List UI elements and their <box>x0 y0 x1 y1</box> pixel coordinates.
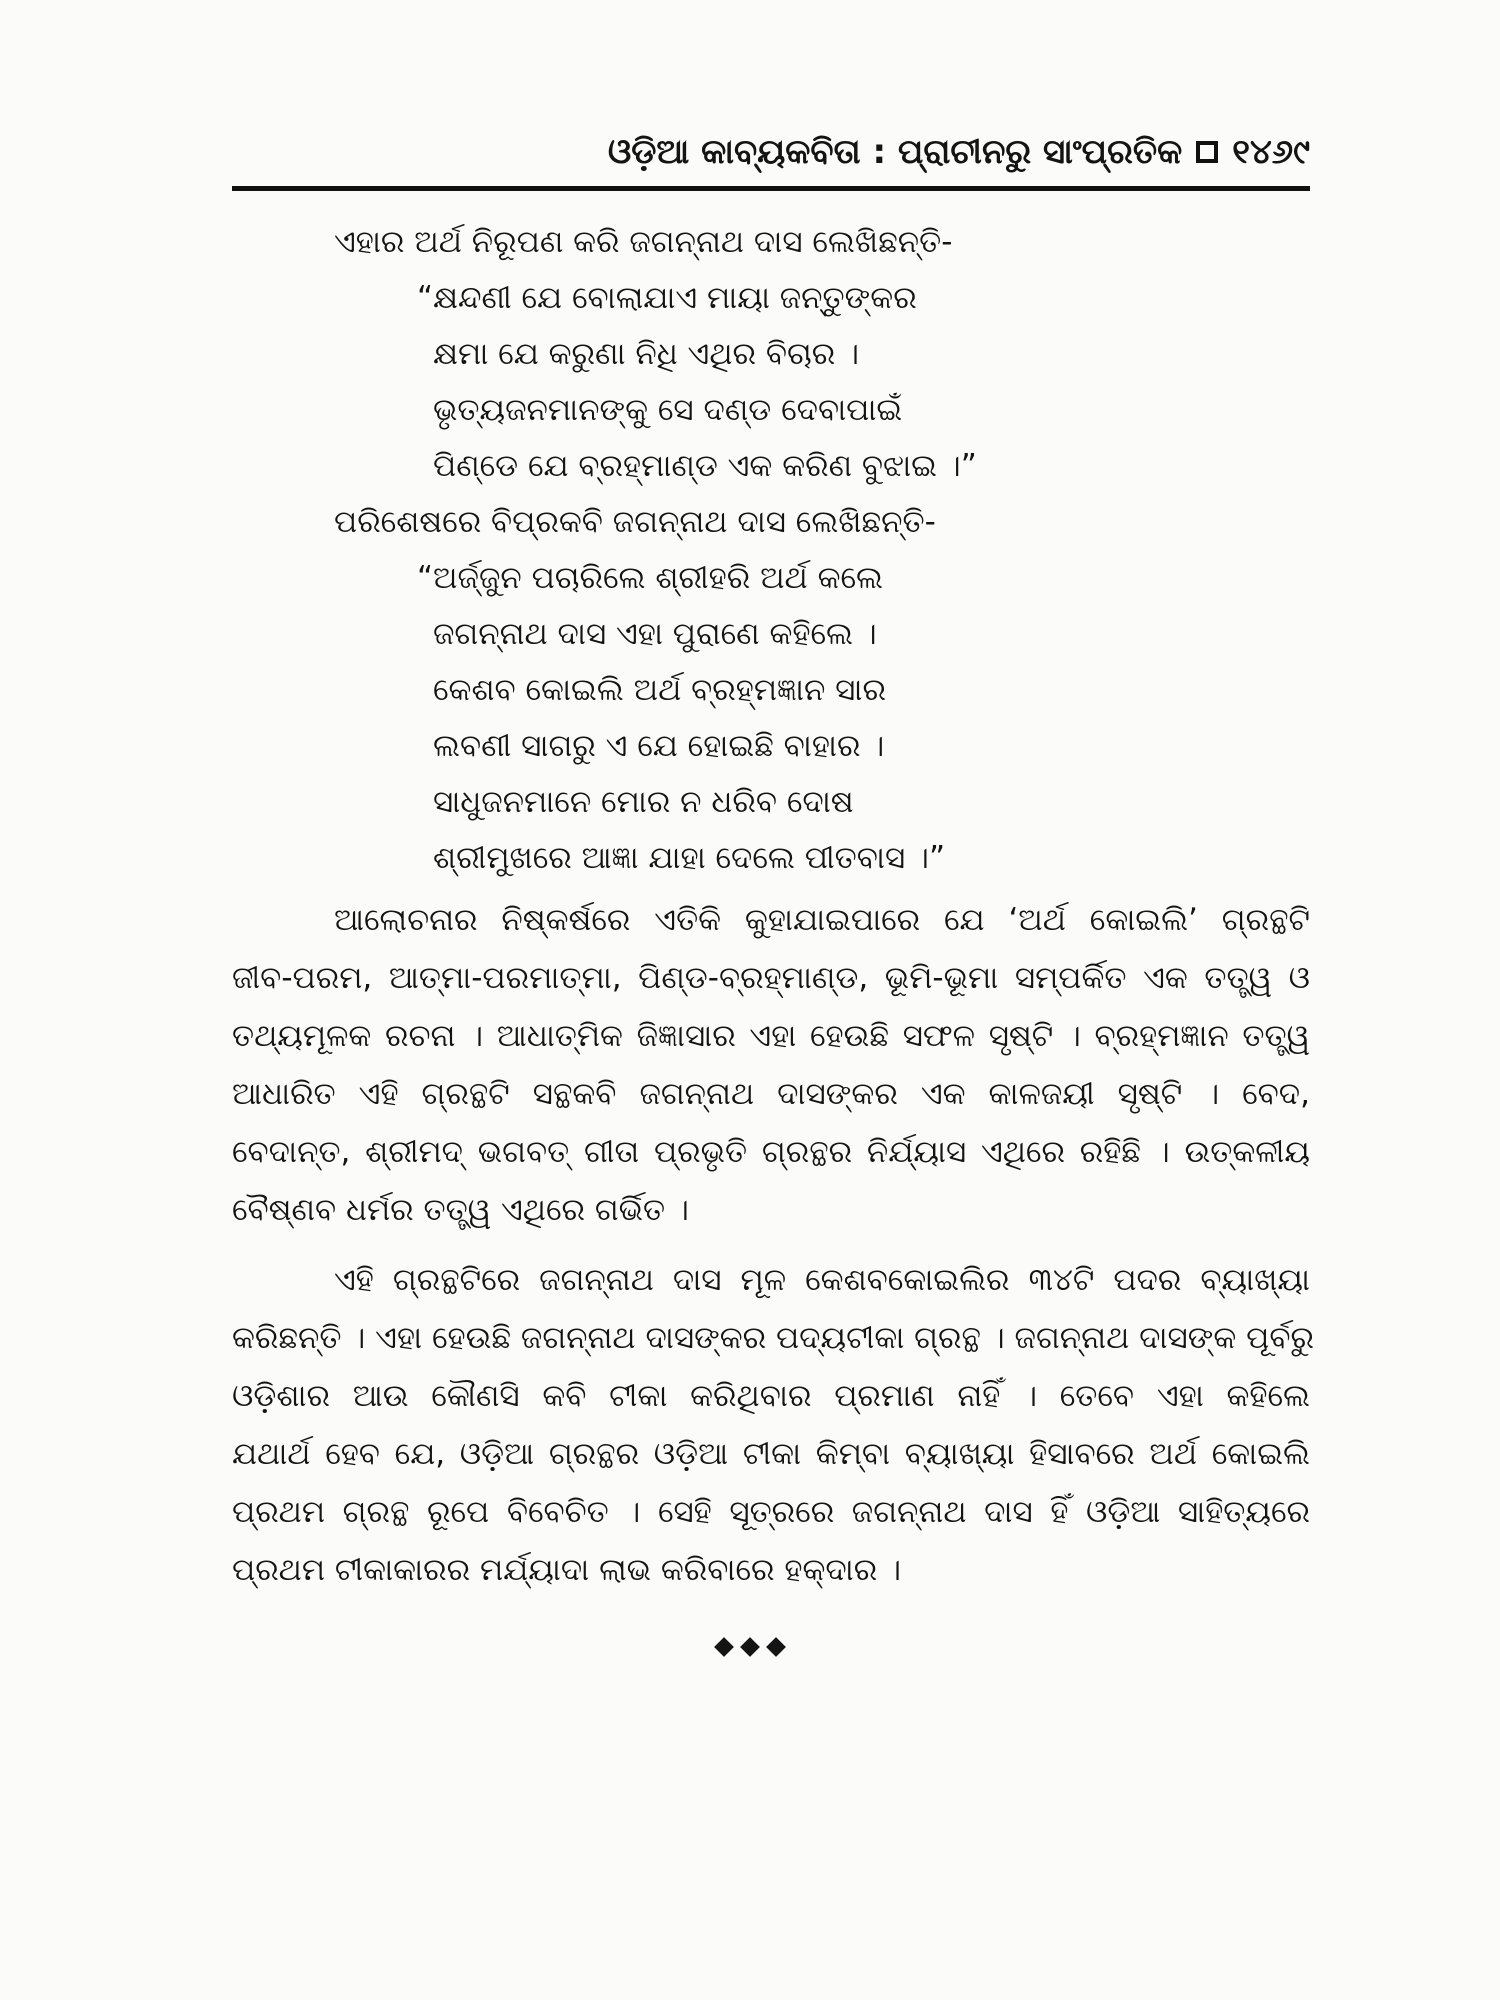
paragraph-line: ବେଦାନ୍ତ, ଶ୍ରୀମଦ୍ ଭଗବତ୍ ଗୀତା ପ୍ରଭୃତି ଗ୍ରନ୍ଥର ନିର୍ଯ୍ୟାସ ଏଥିରେ ରହିଛି । ଉତ୍କଳୀୟ <box>232 1134 1310 1170</box>
paragraph-line: ଆଧାରିତ ଏହି ଗ୍ରନ୍ଥଟି ସନ୍ଥକବି ଜଗନ୍ନାଥ ଦାସଙ୍କର ଏକ କାଳଜୟୀ ସୃଷ୍ଟି । ବେଦ, <box>232 1076 1310 1112</box>
paragraph-line: ଓଡ଼ିଶାର ଆଉ କୌଣସି କବି ଟୀକା କରିଥିବାର ପ୍ରମାଣ ନାହିଁ । ତେବେ ଏହା କହିଲେ <box>232 1378 1310 1414</box>
section-end-ornament <box>690 1632 810 1662</box>
header-rule <box>232 186 1310 191</box>
intro-line: ପରିଶେଷରେ ବିପ୍ରକବି ଜଗନ୍ନାଥ ଦାସ ଲେଖିଛନ୍ତି- <box>334 504 936 540</box>
paragraph-line: ବୈଷ୍ଣବ ଧର୍ମର ତତ୍ତ୍ୱ ଏଥିରେ ଗର୍ଭିତ । <box>232 1192 689 1228</box>
paragraph-line: ଆଲୋଚନାର ନିଷ୍କର୍ଷରେ ଏତିକି କୁହାଯାଇପାରେ ଯେ ‘ଅର୍ଥ କୋଇଲି’ ଗ୍ରନ୍ଥଟି <box>334 902 1310 938</box>
paragraph-line: ଯଥାର୍ଥ ହେବ ଯେ, ଓଡ଼ିଆ ଗ୍ରନ୍ଥର ଓଡ଼ିଆ ଟୀକା କିମ୍ବା ବ୍ୟାଖ୍ୟା ହିସାବରେ ଅର୍ଥ କୋଇଲି <box>232 1436 1310 1472</box>
verse-line: ଲବଣୀ ସାଗରୁ ଏ ଯେ ହୋଇଛି ବାହାର । <box>433 728 885 764</box>
paragraph-line: ତଥ୍ୟମୂଳକ ରଚନା । ଆଧାତ୍ମିକ ଜିଜ୍ଞାସାର ଏହା ହେଉଛି ସଫଳ ସୃଷ୍ଟି । ବ୍ରହ୍ମଜ୍ଞାନ ତତ୍ତ୍ୱ <box>232 1018 1310 1054</box>
verse-line: “କ୍ଷନ୍ଦଣୀ ଯେ ବୋଲାଯାଏ ମାୟା ଜନ୍ତୁଙ୍କର <box>417 280 917 316</box>
verse-line: ସାଧୁଜନମାନେ ମୋର ନ ଧରିବ ଦୋଷ <box>433 784 854 820</box>
paragraph-line: ଜୀବ-ପରମ, ଆତ୍ମା-ପରମାତ୍ମା, ପିଣ୍ଡ-ବ୍ରହ୍ମାଣ୍ଡ, ଭୂମି-ଭୂମା ସମ୍ପର୍କିତ ଏକ ତତ୍ତ୍ୱ ଓ <box>232 960 1310 996</box>
diamond-icon <box>766 1637 786 1657</box>
diamond-icon <box>714 1637 734 1657</box>
verse-line: ପିଣ୍ଡେ ଯେ ବ୍ରହ୍ମାଣ୍ଡ ଏକ କରିଣ ବୁଝାଇ ।” <box>433 448 977 484</box>
verse-line: କ୍ଷମା ଯେ କରୁଣା ନିଧି ଏଥିର ବିଚାର । <box>433 336 860 372</box>
paragraph-line: ଏହି ଗ୍ରନ୍ଥଟିରେ ଜଗନ୍ନାଥ ଦାସ ମୂଳ କେଶବକୋଇଲିର ୩୪ଟି ପଦର ବ୍ୟାଖ୍ୟା <box>334 1262 1310 1298</box>
paragraph-line: କରିଛନ୍ତି । ଏହା ହେଉଛି ଜଗନ୍ନାଥ ଦାସଙ୍କର ପଦ୍ୟଟୀକା ଗ୍ରନ୍ଥ । ଜଗନ୍ନାଥ ଦାସଙ୍କ ପୂର୍ବରୁ <box>232 1320 1314 1356</box>
diamond-icon <box>740 1637 760 1657</box>
header-title: ଓଡ଼ିଆ କାବ୍ୟକବିତା : ପ୍ରାଚୀନରୁ ସାଂପ୍ରତିକ <box>607 132 1183 172</box>
verse-line: ଶ୍ରୀମୁଖରେ ଆଜ୍ଞା ଯାହା ଦେଲେ ପୀତବାସ ।” <box>433 840 946 876</box>
square-separator-icon <box>1196 141 1218 163</box>
verse-line: କେଶବ କୋଇଲି ଅର୍ଥ ବ୍ରହ୍ମଜ୍ଞାନ ସାର <box>433 672 886 708</box>
page-number: ୧୪୬୯ <box>1232 132 1310 172</box>
intro-line: ଏହାର ଅର୍ଥ ନିରୂପଣ କରି ଜଗନ୍ନାଥ ଦାସ ଲେଖିଛନ୍ତି- <box>334 224 953 260</box>
verse-line: ଜଗନ୍ନାଥ ଦାସ ଏହା ପୁରାଣେ କହିଲେ । <box>433 616 877 652</box>
verse-line: “ଅର୍ଜ୍ଜୁନ ପଚାରିଲେ ଶ୍ରୀହରି ଅର୍ଥ କଲେ <box>417 560 883 596</box>
running-header <box>232 128 1310 176</box>
paragraph-line: ପ୍ରଥମ ଟୀକାକାରର ମର୍ଯ୍ୟାଦା ଲାଭ କରିବାରେ ହକ୍‌ଦାର । <box>232 1552 902 1588</box>
paragraph-line: ପ୍ରଥମ ଗ୍ରନ୍ଥ ରୂପେ ବିବେଚିତ । ସେହି ସୂତ୍ରରେ ଜଗନ୍ନାଥ ଦାସ ହିଁ ଓଡ଼ିଆ ସାହିତ୍ୟରେ <box>232 1494 1310 1530</box>
verse-line: ଭୃତ୍ୟଜନମାନଙ୍କୁ ସେ ଦଣ୍ଡ ଦେବାପାଇଁ <box>433 392 903 428</box>
